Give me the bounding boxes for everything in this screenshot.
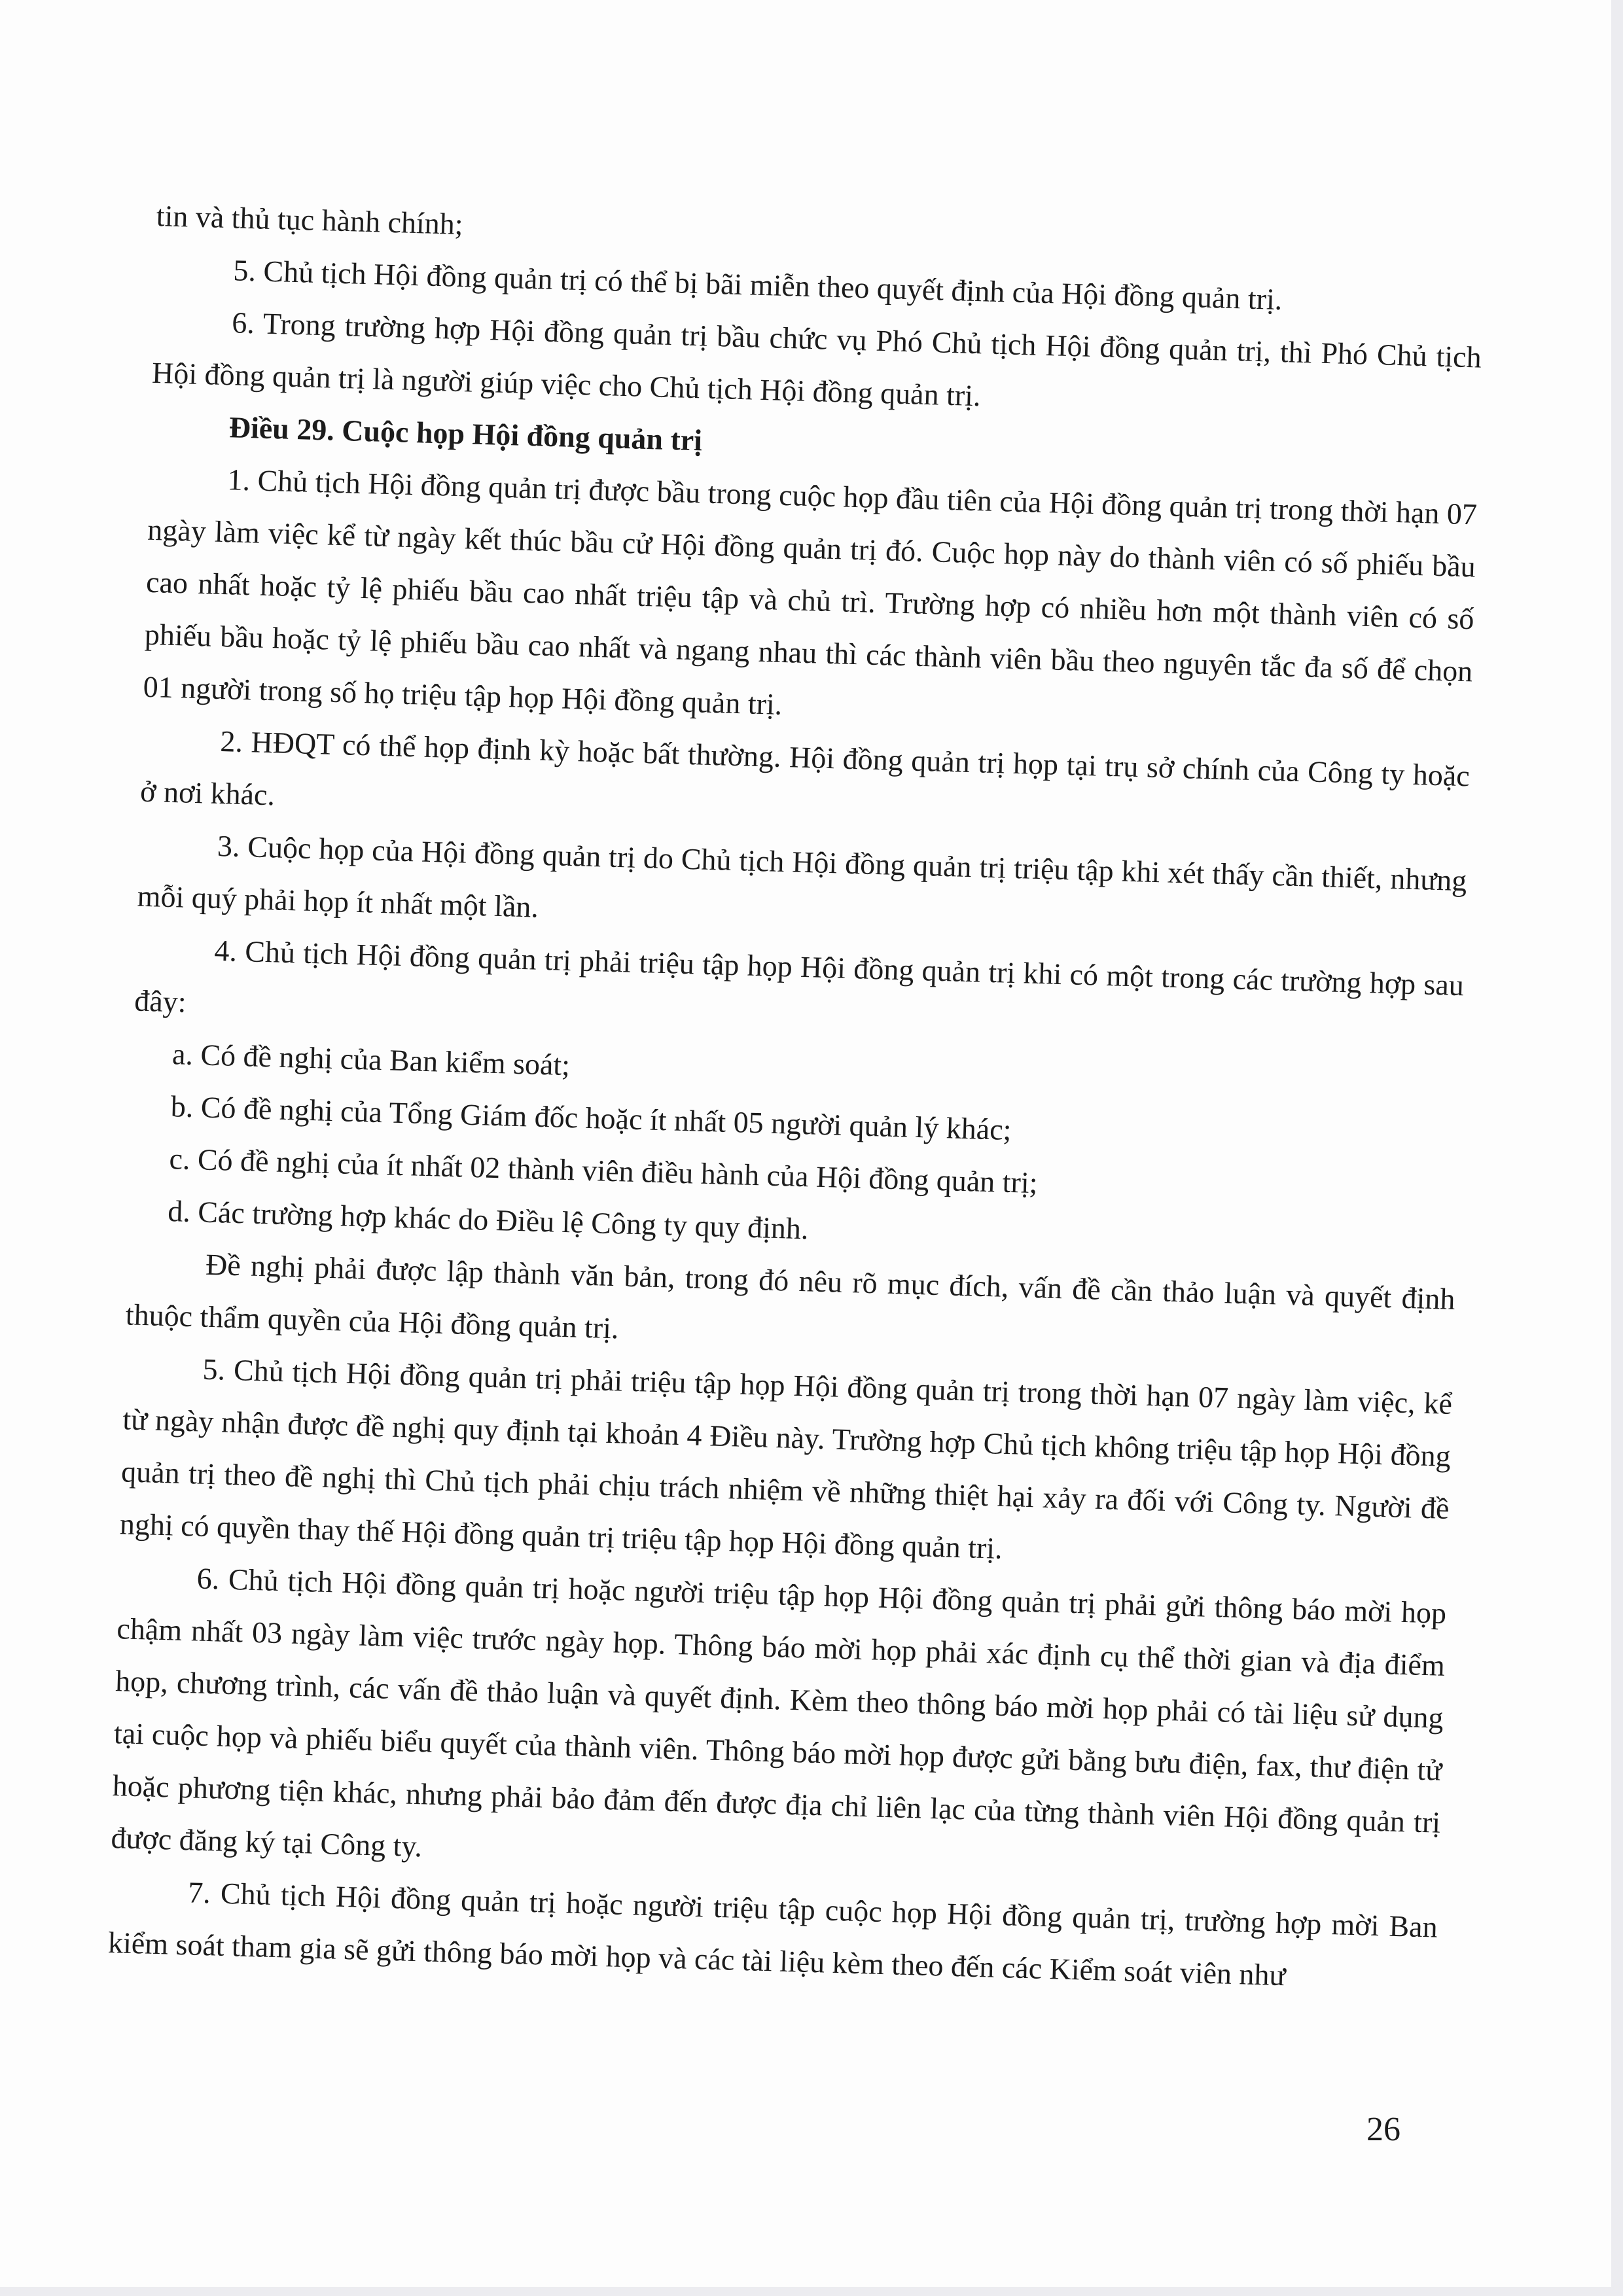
- article-29-clause-5: 5. Chủ tịch Hội đồng quản trị phải triệu tập họp Hội đồng quản trị trong thời hạn 07 ngày làm việc, kể từ ngày nhận được đề nghị quy định tại khoản 4 Điều này. Trường hợp Chủ tịch không triệu tập họp Hội đồng quản trị theo đề nghị thì Chủ tịch phải chịu trách nhiệm về những thiệt hại xảy ra đối với Công ty. Người đề nghị có quyền thay thế Hội đồng quản trị triệu tập họp Hội đồng quản trị.: [119, 1352, 1453, 1565]
- clause-4-note: Đề nghị phải được lập thành văn bản, trong đó nêu rõ mục đích, vấn đề cần thảo luận và quyết định thuộc thẩm quyền của Hội đồng quản trị.: [125, 1247, 1456, 1345]
- clause-4-item-c: c. Có đề nghị của ít nhất 02 thành viên điều hành của Hội đồng quản trị;: [168, 1142, 1039, 1200]
- page-number: 26: [1366, 2111, 1400, 2148]
- article-29-clause-7: 7. Chủ tịch Hội đồng quản trị hoặc người triệu tập cuộc họp Hội đồng quản trị, trường hợp mời Ban kiểm soát tham gia sẽ gửi thông báo mời họp và các tài liệu kèm theo đến các Kiểm soát viên như: [107, 1875, 1438, 1992]
- paragraph-clause-6: 6. Trong trường hợp Hội đồng quản trị bầu chức vụ Phó Chủ tịch Hội đồng quản trị, thì Phó Chủ tịch Hội đồng quản trị là người giúp việc cho Chủ tịch Hội đồng quản trị.: [151, 306, 1482, 413]
- article-29-clause-1: 1. Chủ tịch Hội đồng quản trị được bầu trong cuộc họp đầu tiên của Hội đồng quản trị trong thời hạn 07 ngày làm việc kể từ ngày kết thúc bầu cử Hội đồng quản trị đó. Cuộc họp này do thành viên có số phiếu bầu cao nhất hoặc tỷ lệ phiếu bầu cao nhất triệu tập và chủ trì. Trường hợp có nhiều hơn một thành viên có số phiếu bầu hoặc tỷ lệ phiếu bầu cao nhất và ngang nhau thì các thành viên bầu theo nguyên tắc đa số để chọn 01 người trong số họ triệu tập họp Hội đồng quản trị.: [143, 463, 1478, 721]
- clause-4-item-d: d. Các trường hợp khác do Điều lệ Công ty quy định.: [167, 1194, 810, 1246]
- paragraph-continuation: tin và thủ tục hành chính;: [156, 198, 464, 241]
- article-29-heading: Điều 29. Cuộc họp Hội đồng quản trị: [228, 410, 703, 457]
- article-29-clause-3: 3. Cuộc họp của Hội đồng quản trị do Chủ tịch Hội đồng quản trị triệu tập khi xét thấy cần thiết, nhưng mỗi quý phải họp ít nhất một lần.: [137, 828, 1468, 924]
- clause-4-item-b: b. Có đề nghị của Tổng Giám đốc hoặc ít nhất 05 người quản lý khác;: [170, 1089, 1012, 1147]
- article-29-clause-2: 2. HĐQT có thể họp định kỳ hoặc bất thường. Hội đồng quản trị họp tại trụ sở chính của Công ty hoặc ở nơi khác.: [139, 724, 1471, 812]
- clause-4-item-a: a. Có đề nghị của Ban kiểm soát;: [171, 1037, 571, 1082]
- article-29-clause-6: 6. Chủ tịch Hội đồng quản trị hoặc người triệu tập họp Hội đồng quản trị phải gửi thông báo mời họp chậm nhất 03 ngày làm việc trước ngày họp. Thông báo mời họp phải xác định cụ thể thời gian và địa điểm họp, chương trình, các vấn đề thảo luận và quyết định. Kèm theo thông báo mời họp phải có tài liệu sử dụng tại cuộc họp và phiếu biểu quyết của thành viên. Thông báo mời họp được gửi bằng bưu điện, fax, thư điện tử hoặc phương tiện khác, nhưng phải bảo đảm đến được địa chỉ liên lạc của từng thành viên Hội đồng quản trị được đăng ký tại Công ty.: [110, 1561, 1447, 1863]
- scan-edge-right: [1611, 0, 1623, 2296]
- scan-edge-bottom: [0, 2287, 1623, 2296]
- document-body: [107, 190, 1485, 2006]
- paragraph-clause-5: 5. Chủ tịch Hội đồng quản trị có thể bị bãi miễn theo quyết định của Hội đồng quản trị.: [232, 253, 1283, 317]
- article-29-clause-4: 4. Chủ tịch Hội đồng quản trị phải triệu tập họp Hội đồng quản trị khi có một trong các trường hợp sau đây:: [134, 933, 1465, 1019]
